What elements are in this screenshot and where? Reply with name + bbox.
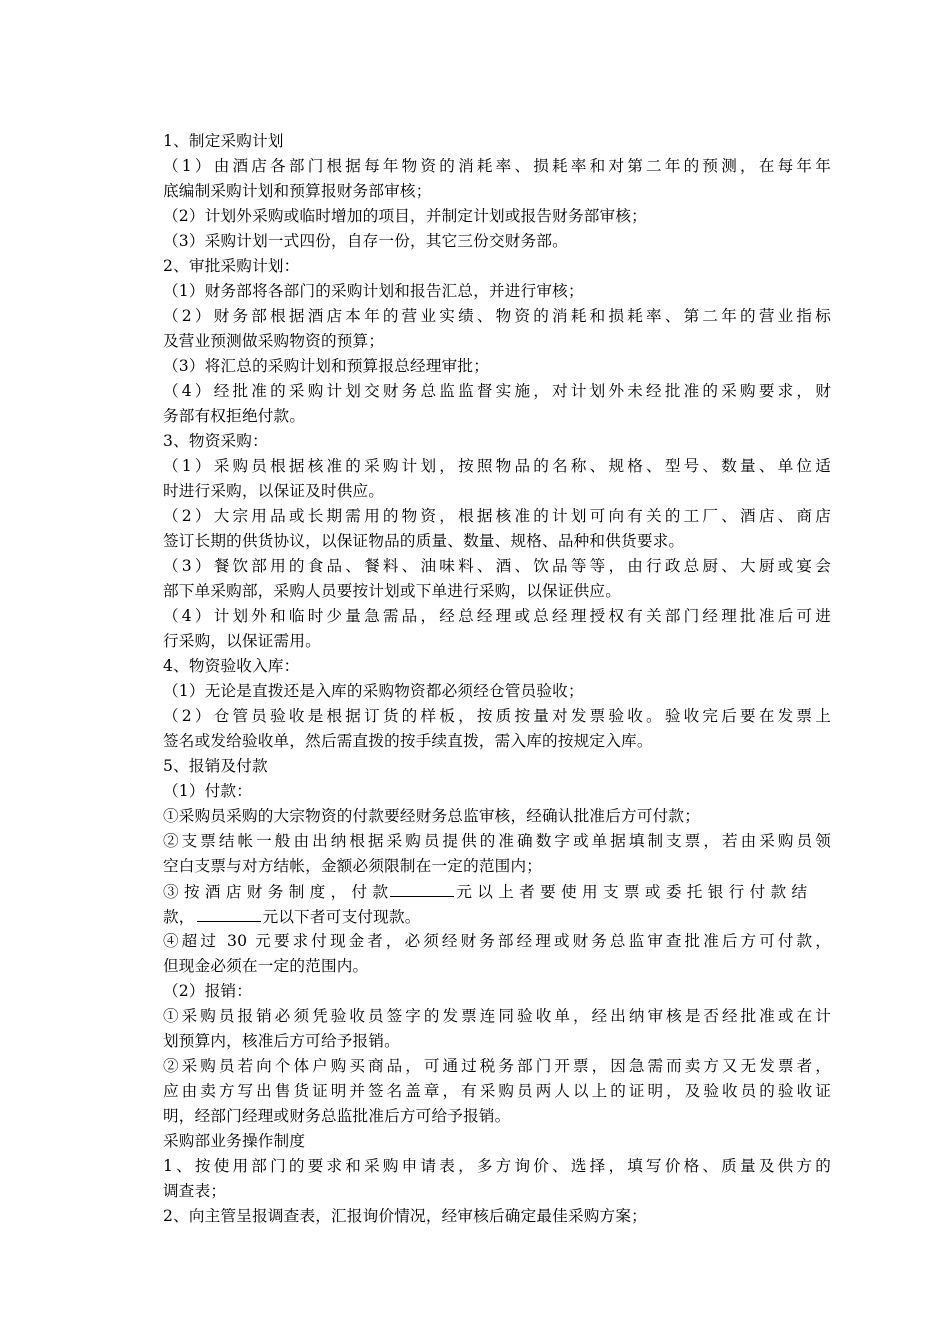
paragraph-line: 2、向主管呈报调查表，汇报询价情况，经审核后确定最佳采购方案； [163,1207,647,1225]
paragraph-line: 签名或发给验收单，然后需直拨的按手续直拨，需入库的按规定入库。 [163,732,653,750]
heading-3: 3、物资采购： [163,432,268,450]
heading-5: 5、报销及付款 [163,757,268,775]
paragraph-line: （1）财务部将各部门的采购计划和报告汇总，并进行审核； [163,282,584,300]
paragraph-line: 划预算内，核准后方可给予报销。 [163,1032,400,1050]
section-title: 采购部业务操作制度 [163,1132,306,1150]
paragraph-line: （4）经批准的采购计划交财务总监监督实施，对计划外未经批准的采购要求，财 [163,382,831,400]
paragraph-line-with-blank [163,879,831,904]
paragraph-line: ①采购员报销必须凭验收员签字的发票连同验收单，经出纳审核是否经批准或在计 [163,1007,831,1025]
paragraph-line: （3）餐饮部用的食品、餐料、油味料、酒、饮品等等，由行政总厨、大厨或宴会 [163,557,831,575]
paragraph-line: 行采购，以保证需用。 [163,632,321,650]
paragraph-line: 底编制采购计划和预算报财务部审核； [163,182,432,200]
heading-1: 1、制定采购计划 [163,132,284,150]
blank-line-text-before: 款， [163,908,195,926]
paragraph-line: 签订长期的供货协议，以保证物品的质量、数量、规格、品种和供货要求。 [163,532,685,550]
blank-line-text-before: ③ 按 酒 店 财 务 制 度 ， 付 款 [163,883,389,901]
paragraph-line: （2）计划外采购或临时增加的项目，并制定计划或报告财务部审核； [163,207,647,225]
paragraph-line: ④超过 30 元要求付现金者，必须经财务部经理或财务总监审查批准后方可付款， [163,932,831,950]
paragraph-line: （1）付款： [163,782,253,800]
paragraph-line: ②支票结帐一般由出纳根据采购员提供的准确数字或单据填制支票，若由采购员领 [163,832,831,850]
paragraph-line-with-blank [163,904,831,929]
paragraph-line: 务部有权拒绝付款。 [163,407,306,425]
paragraph-line: 但现金必须在一定的范围内。 [163,957,369,975]
paragraph-line: （2）大宗用品或长期需用的物资，根据核准的计划可向有关的工厂、酒店、商店 [163,507,831,525]
fill-in-blank [197,904,261,922]
paragraph-line: 部下单采购部，采购人员要按计划或下单进行采购，以保证供应。 [163,582,622,600]
paragraph-line: 调查表； [163,1182,227,1200]
paragraph-line: 时进行采购，以保证及时供应。 [163,482,385,500]
paragraph-line: 明，经部门经理或财务总监批准后方可给予报销。 [163,1107,511,1125]
paragraph-line: （4）计划外和临时少量急需品，经总经理或总经理授权有关部门经理批准后可进 [163,607,831,625]
paragraph-line: 空白支票与对方结帐，金额必须限制在一定的范围内； [163,857,543,875]
paragraph-line: ②采购员若向个体户购买商品，可通过税务部门开票，因急需而卖方又无发票者， [163,1057,831,1075]
paragraph-line: （3）采购计划一式四份，自存一份，其它三份交财务部。 [163,232,568,250]
heading-4: 4、物资验收入库： [163,657,300,675]
paragraph-line: （2）报销： [163,982,253,1000]
heading-2: 2、审批采购计划： [163,257,300,275]
paragraph-line: （1）无论是直拨还是入库的采购物资都必须经仓管员验收； [163,682,584,700]
fill-in-blank [390,879,454,897]
blank-line-text-after: 元 以 上 者 要 使 用 支 票 或 委 托 银 行 付 款 结 [456,883,808,901]
document-body [163,129,831,1229]
paragraph-line: （2）仓管员验收是根据订货的样板，按质按量对发票验收。验收完后要在发票上 [163,707,831,725]
paragraph-line: （3）将汇总的采购计划和预算报总经理审批； [163,357,489,375]
paragraph-line: 1、按使用部门的要求和采购申请表，多方询价、选择，填写价格、质量及供方的 [163,1157,831,1175]
paragraph-line: ①采购员采购的大宗物资的付款要经财务总监审核，经确认批准后方可付款； [163,807,700,825]
paragraph-line: （2）财务部根据酒店本年的营业实绩、物资的消耗和损耗率、第二年的营业指标 [163,307,831,325]
paragraph-line: （1）采购员根据核准的采购计划，按照物品的名称、规格、型号、数量、单位适 [163,457,831,475]
paragraph-line: 及营业预测做采购物资的预算； [163,332,385,350]
paragraph-line: （1）由酒店各部门根据每年物资的消耗率、损耗率和对第二年的预测，在每年年 [163,157,831,175]
paragraph-line: 应由卖方写出售货证明并签名盖章，有采购员两人以上的证明，及验收员的验收证 [163,1082,831,1100]
blank-line-text-after: 元以下者可支付现款。 [262,908,421,926]
